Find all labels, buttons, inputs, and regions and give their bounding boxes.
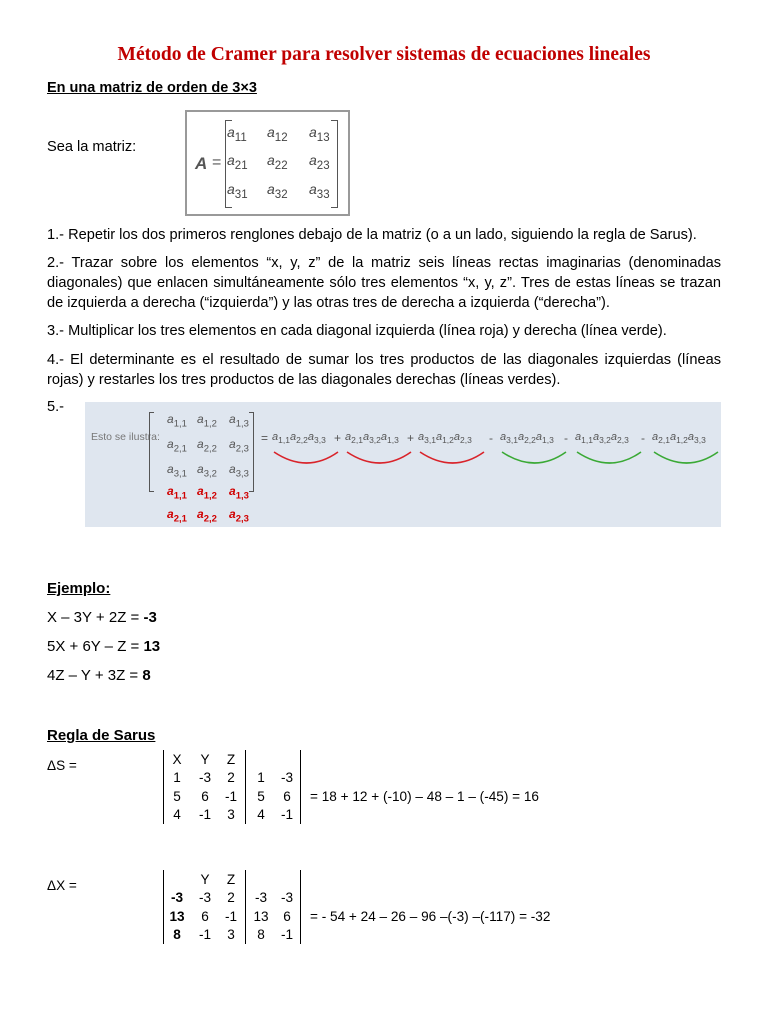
- repeat-row-cell: $a_{1,2}$: [197, 484, 217, 502]
- intro-label: Sea la matriz:: [47, 139, 137, 155]
- determinant-bar: [300, 750, 301, 824]
- sarus-cell: $a_{1,1}$: [167, 412, 187, 430]
- repeat-row-cell: $a_{2,3}$: [229, 507, 249, 525]
- column-header: X: [172, 752, 182, 767]
- diagonal-arc-red: [347, 452, 411, 463]
- term-operator: +: [407, 431, 415, 445]
- sarus-cell: $a_{3,2}$: [197, 462, 217, 480]
- matrix-equals: =: [212, 154, 222, 171]
- matrix-name: A: [195, 154, 208, 173]
- sarus-cell: $a_{1,2}$: [197, 412, 217, 430]
- product-term: $a_{3,1}a_{1,2}a_{2,3}$: [418, 431, 472, 446]
- determinant-cell: -3: [198, 890, 212, 905]
- sarus-cell: $a_{3,3}$: [229, 462, 249, 480]
- column-header: Y: [200, 872, 210, 887]
- step-2: 2.- Trazar sobre los elementos “x, y, z” de la matriz seis líneas rectas imaginarias (denominadas diagonales) que enlacen simultáneamente sólo tres elementos “x, y, z”. Tres de estas líneas se trazan de izquierda a derecha (“izquierda”) y las otras tres de derecha a izquierda (“derecha”).: [47, 255, 721, 311]
- term-operator: +: [334, 431, 342, 445]
- extended-cell: 13: [253, 909, 269, 924]
- equation-2: 5X + 6Y – Z = 13: [47, 638, 161, 655]
- term-operator: -: [564, 431, 568, 445]
- delta-s-label: ΔS =: [47, 758, 77, 773]
- product-term: $a_{1,1}a_{2,2}a_{3,3}$: [272, 431, 326, 446]
- equation-1: X – 3Y + 2Z = -3: [47, 609, 157, 626]
- product-term: $a_{1,1}a_{3,2}a_{2,3}$: [575, 431, 629, 446]
- matrix-figure: [185, 110, 350, 216]
- column-header: Z: [226, 872, 236, 887]
- matrix-cell: $a_{33}$: [309, 181, 330, 201]
- determinant-cell: -1: [198, 807, 212, 822]
- column-header: Z: [226, 752, 236, 767]
- diagonal-arc-red: [274, 452, 338, 463]
- extended-cell: -3: [254, 890, 268, 905]
- determinant-cell: 6: [201, 909, 209, 924]
- determinant-cell: -1: [198, 927, 212, 942]
- extended-cell: 8: [257, 927, 265, 942]
- matrix-right-bracket: [331, 120, 338, 208]
- extended-cell: 5: [257, 789, 265, 804]
- determinant-bar: [163, 750, 164, 824]
- example-heading: Ejemplo:: [47, 580, 111, 597]
- sarus-cell: $a_{2,3}$: [229, 437, 249, 455]
- delta-x-label: ΔX =: [47, 878, 77, 893]
- matrix-cell: $a_{21}$: [227, 152, 248, 172]
- extended-cell: -3: [280, 890, 294, 905]
- determinant-result: = - 54 + 24 – 26 – 96 –(-3) –(-117) = -32: [310, 909, 551, 924]
- document-title: Método de Cramer para resolver sistemas de ecuaciones lineales: [117, 44, 651, 65]
- diagonal-arc-red: [420, 452, 484, 463]
- determinant-cell: 2: [227, 770, 235, 785]
- determinant-cell: -1: [224, 909, 238, 924]
- determinant-result: = 18 + 12 + (-10) – 48 – 1 – (-45) = 16: [310, 789, 539, 804]
- determinant-cell: 13: [169, 909, 185, 924]
- repeat-row-cell: $a_{2,1}$: [167, 507, 187, 525]
- determinant-cell: 4: [173, 807, 181, 822]
- section-subtitle: En una matriz de orden de 3×3: [47, 80, 257, 96]
- diagonal-arc-green: [654, 452, 718, 463]
- determinant-cell: 2: [227, 890, 235, 905]
- matrix-cell: $a_{23}$: [309, 152, 330, 172]
- determinant-cell: 3: [227, 927, 235, 942]
- determinant-cell: 5: [173, 789, 181, 804]
- extended-cell: -1: [280, 807, 294, 822]
- determinant-cell: 8: [173, 927, 181, 942]
- determinant-cell: 1: [173, 770, 181, 785]
- sarus-illustration: [85, 402, 721, 527]
- matrix-cell: $a_{12}$: [267, 124, 288, 144]
- illustration-label: Esto se ilustra:: [91, 431, 160, 443]
- equation-3: 4Z – Y + 3Z = 8: [47, 667, 151, 684]
- repeat-row-cell: $a_{1,1}$: [167, 484, 187, 502]
- determinant-bar: [245, 870, 246, 944]
- step-4: 4.- El determinante es el resultado de sumar los tres productos de las diagonales izquierdas (líneas rojas) y restarles los tres productos de las diagonales derechas (líneas verdes).: [47, 352, 721, 388]
- sarus-equals: =: [261, 431, 269, 445]
- extended-cell: 1: [257, 770, 265, 785]
- extended-cell: 6: [283, 789, 291, 804]
- sarus-cell: $a_{3,1}$: [167, 462, 187, 480]
- matrix-cell: $a_{22}$: [267, 152, 288, 172]
- product-term: $a_{2,1}a_{3,2}a_{1,3}$: [345, 431, 399, 446]
- repeat-row-cell: $a_{1,3}$: [229, 484, 249, 502]
- sarus-cell: $a_{1,3}$: [229, 412, 249, 430]
- product-term: $a_{2,1}a_{1,2}a_{3,3}$: [652, 431, 706, 446]
- step-1: 1.- Repetir los dos primeros renglones debajo de la matriz (o a un lado, siguiendo la regla de Sarus).: [47, 227, 697, 243]
- determinant-cell: 3: [227, 807, 235, 822]
- determinant-cell: -3: [170, 890, 184, 905]
- determinant-cell: -1: [224, 789, 238, 804]
- matrix-cell: $a_{32}$: [267, 181, 288, 201]
- extended-cell: 4: [257, 807, 265, 822]
- sarus-rule-heading: Regla de Sarus: [47, 727, 156, 744]
- matrix-cell: $a_{13}$: [309, 124, 330, 144]
- sarus-cell: $a_{2,1}$: [167, 437, 187, 455]
- repeat-row-cell: $a_{2,2}$: [197, 507, 217, 525]
- determinant-cell: -3: [198, 770, 212, 785]
- sarus-cell: $a_{2,2}$: [197, 437, 217, 455]
- step-5-label: 5.-: [47, 399, 65, 415]
- term-operator: -: [489, 431, 493, 445]
- extended-cell: 6: [283, 909, 291, 924]
- diagonal-arc-green: [502, 452, 566, 463]
- column-header: Y: [200, 752, 210, 767]
- product-term: $a_{3,1}a_{2,2}a_{1,3}$: [500, 431, 554, 446]
- determinant-cell: 6: [201, 789, 209, 804]
- extended-cell: -3: [280, 770, 294, 785]
- determinant-bar: [163, 870, 164, 944]
- matrix-cell: $a_{31}$: [227, 181, 248, 201]
- determinant-bar: [245, 750, 246, 824]
- term-operator: -: [641, 431, 645, 445]
- extended-cell: -1: [280, 927, 294, 942]
- step-3: 3.- Multiplicar los tres elementos en cada diagonal izquierda (línea roja) y derecha (línea verde).: [47, 323, 667, 339]
- diagonal-arc-green: [577, 452, 641, 463]
- determinant-bar: [300, 870, 301, 944]
- matrix-cell: $a_{11}$: [227, 124, 247, 144]
